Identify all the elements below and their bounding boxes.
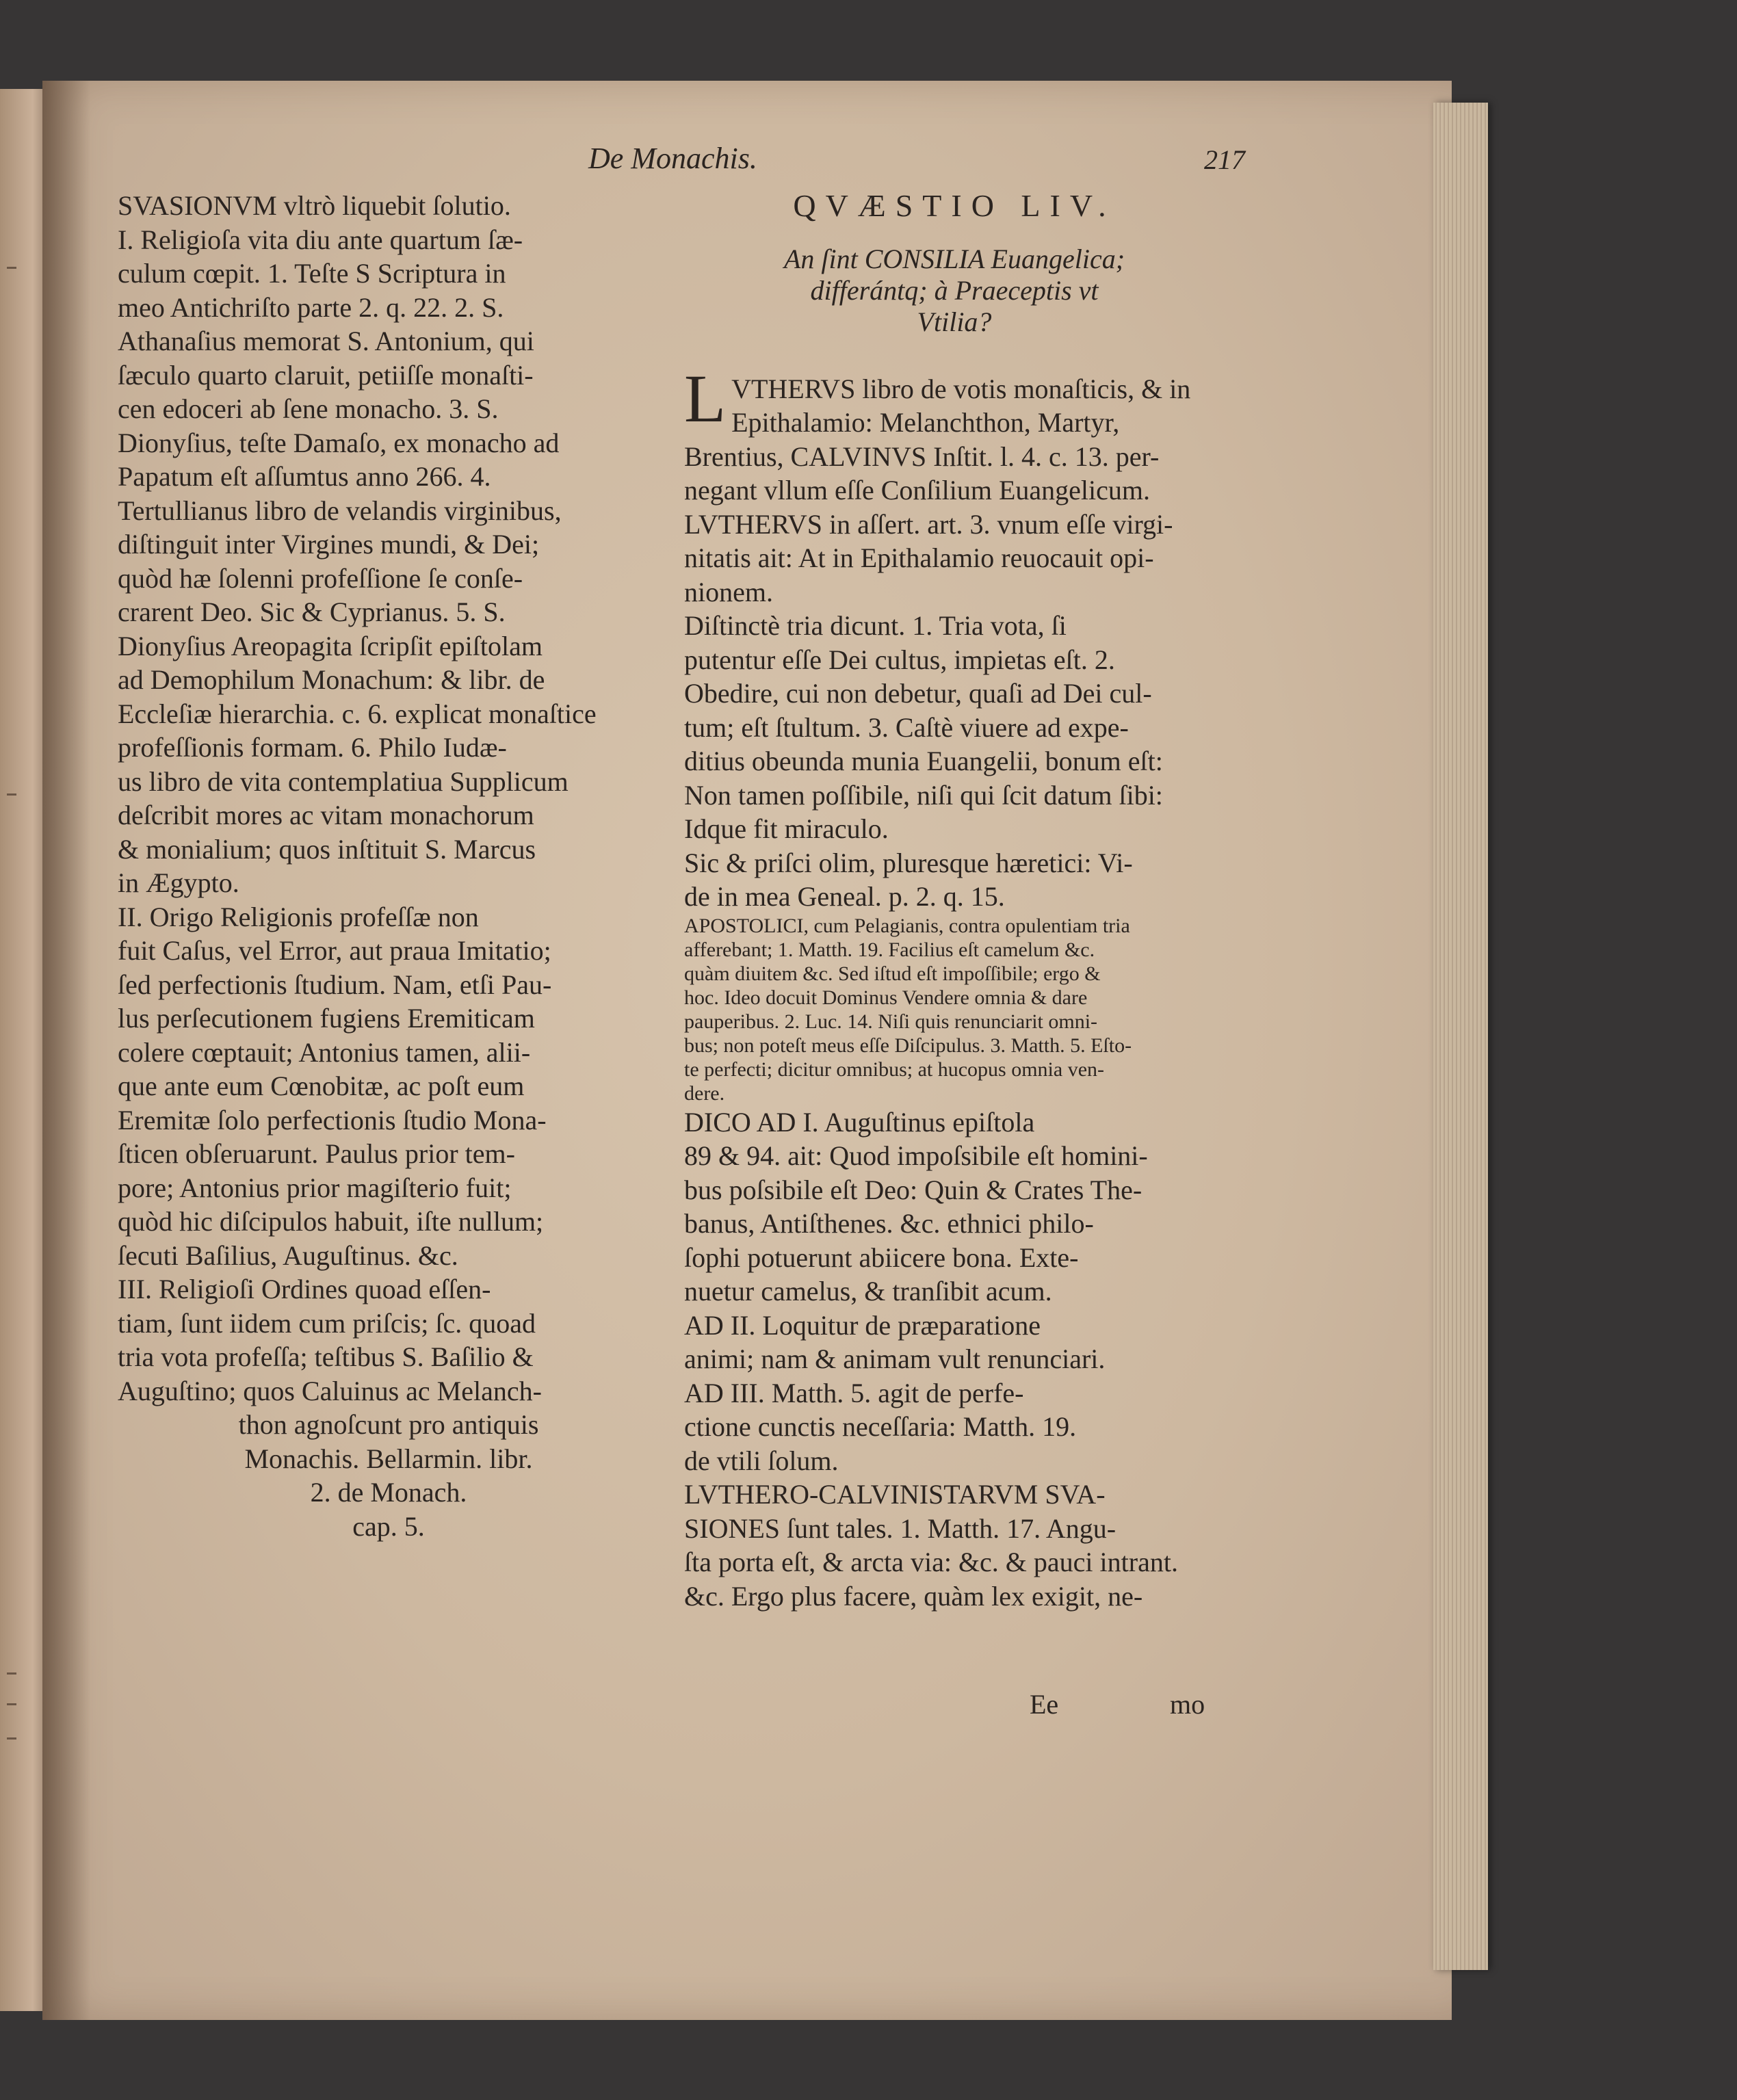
text-line: Brentius, CALVINVS Inſtit. l. 4. c. 13. per-: [684, 441, 1160, 472]
page-fore-edge: [1433, 103, 1488, 1970]
text-line: Papatum eſt aſſumtus anno 266. 4.: [118, 461, 491, 492]
text-line: ctione cunctis neceſſaria: Matth. 19.: [684, 1411, 1077, 1442]
text-line: LVTHERVS in aſſert. art. 3. vnum eſſe virgi-: [684, 508, 1173, 540]
text-line: bus; non poteſt meus eſſe Diſcipulus. 3. Matth. 5. Eſto-: [684, 1034, 1132, 1057]
text-line: pauperibus. 2. Luc. 14. Niſi quis renunciarit omni-: [684, 1010, 1098, 1033]
text-line: 2. de Monach.: [310, 1477, 467, 1508]
text-line: ſed perfectionis ſtudium. Nam, etſi Pau-: [118, 969, 552, 1000]
text-line: differántq; à Praeceptis vt: [810, 274, 1099, 306]
text-line: nionem.: [684, 576, 773, 607]
text-line: de vtili ſolum.: [684, 1445, 839, 1476]
right-column: [684, 189, 1225, 1613]
text-line: bus poſsibile eſt Deo: Quin & Crates The-: [684, 1174, 1142, 1205]
text-line: Eccleſiæ hierarchia. c. 6. explicat monaſtice: [118, 698, 597, 729]
left-column: [118, 189, 659, 1543]
text-line: tria vota profeſſa; teſtibus S. Baſilio &: [118, 1341, 534, 1372]
text-line: ſecuti Baſilius, Auguſtinus. &c.: [118, 1239, 458, 1271]
text-line: ſophi potuerunt abiicere bona. Exte-: [684, 1242, 1079, 1273]
text-line: SVASIONVM vltrò liquebit ſolutio.: [118, 190, 511, 221]
text-line: thon agnoſcunt pro antiquis: [238, 1409, 539, 1440]
text-line: animi; nam & animam vult renunciari.: [684, 1343, 1106, 1374]
text-line: Tertullianus libro de velandis virginibus,: [118, 495, 562, 526]
text-line: II. Origo Religionis profeſſæ non: [118, 901, 479, 932]
text-line: VTHERVS libro de votis monaſticis, & in: [731, 373, 1191, 404]
text-line: te perfecti; dicitur omnibus; at hucopus omnia ven-: [684, 1058, 1105, 1081]
dropcap: L: [684, 360, 727, 436]
text-line: DICO AD I. Auguſtinus epiſtola: [684, 1106, 1035, 1138]
text-line: I. Religioſa vita diu ante quartum ſæ-: [118, 224, 523, 255]
catchword: mo: [1170, 1689, 1205, 1720]
text-line: nitatis ait: At in Epithalamio reuocauit opi-: [684, 542, 1154, 573]
body-paragraph-2: [684, 1105, 1225, 1614]
text-line: diſtinguit inter Virgines mundi, & Dei;: [118, 529, 540, 560]
text-line: Monachis. Bellarmin. libr.: [244, 1443, 533, 1474]
page-gutter: [42, 81, 90, 2020]
text-line: nuetur camelus, & tranſibit acum.: [684, 1276, 1052, 1307]
text-line: meo Antichriſto parte 2. q. 22. 2. S.: [118, 291, 504, 323]
intro-paragraph: [684, 360, 1225, 609]
page-number: 217: [1204, 144, 1245, 175]
text-line: lus perſecutionem fugiens Eremiticam: [118, 1003, 535, 1034]
text-line: AD III. Matth. 5. agit de perfe-: [684, 1377, 1024, 1408]
question-title: QVÆSTIO LIV.: [793, 188, 1116, 223]
text-line: banus, Antiſthenes. &c. ethnici philo-: [684, 1208, 1094, 1239]
text-line: Dionyſius Areopagita ſcripſit epiſtolam: [118, 630, 543, 661]
text-line: Epithalamio: Melanchthon, Martyr,: [731, 407, 1120, 438]
text-line: & monialium; quos inſtituit S. Marcus: [118, 833, 536, 865]
text-line: tum; eſt ſtultum. 3. Caſtè viuere ad expe-: [684, 711, 1129, 743]
text-line: ſticen obſeruarunt. Paulus prior tem-: [118, 1138, 515, 1169]
text-line: in Ægypto.: [118, 867, 239, 898]
text-line: tiam, ſunt iidem cum priſcis; ſc. quoad: [118, 1307, 536, 1339]
text-line: Non tamen poſſibile, niſi qui ſcit datum ſibi:: [684, 779, 1163, 811]
text-line: cen edoceri ab ſene monacho. 3. S.: [118, 393, 499, 424]
text-line: colere cœptauit; Antonius tamen, alii-: [118, 1036, 531, 1068]
text-line: ditius obeunda munia Euangelii, bonum eſt:: [684, 746, 1163, 776]
text-line: deſcribit mores ac vitam monachorum: [118, 800, 534, 830]
text-line: &c. Ergo plus facere, quàm lex exigit, ne-: [684, 1580, 1143, 1612]
text-line: Auguſtino; quos Caluinus ac Melanch-: [118, 1375, 542, 1406]
text-line: ſæculo quarto claruit, petiiſſe monaſti-: [118, 359, 534, 391]
text-line: que ante eum Cœnobitæ, ac poſt eum: [118, 1071, 525, 1101]
text-line: Obedire, cui non debetur, quaſi ad Dei cul-: [684, 678, 1152, 709]
text-line: us libro de vita contemplatiua Supplicum: [118, 765, 569, 797]
text-line: de in mea Geneal. p. 2. q. 15.: [684, 881, 1005, 912]
text-line: pore; Antonius prior magiſterio fuit;: [118, 1172, 512, 1203]
text-line: AD II. Loquitur de præparatione: [684, 1309, 1041, 1341]
question-subtitle: [684, 244, 1225, 338]
text-line: Eremitæ ſolo perfectionis ſtudio Mona-: [118, 1104, 547, 1136]
text-line: SIONES ſunt tales. 1. Matth. 17. Angu-: [684, 1512, 1116, 1544]
text-line: negant vllum eſſe Conſilium Euangelicum.: [684, 475, 1150, 506]
text-line: Dionyſius, teſte Damaſo, ex monacho ad: [118, 427, 560, 458]
text-line: cap. 5.: [352, 1510, 425, 1542]
text-line: Vtilia?: [917, 306, 992, 337]
text-line: III. Religioſi Ordines quoad eſſen-: [118, 1274, 491, 1304]
text-line: An ſint CONSILIA Euangelica;: [783, 243, 1125, 274]
text-line: afferebant; 1. Matth. 19. Facilius eſt camelum &c.: [684, 938, 1095, 961]
running-head: De Monachis.: [588, 142, 757, 175]
text-line: putentur eſſe Dei cultus, impietas eſt. 2.: [684, 644, 1115, 675]
text-line: 89 & 94. ait: Quod impoſsibile eſt homini-: [684, 1140, 1148, 1171]
text-line: LVTHERO-CALVINISTARVM SVA-: [684, 1479, 1106, 1510]
text-line: quàm diuitem &c. Sed iſtud eſt impoſſibile; ergo &: [684, 962, 1101, 985]
text-line: Athanaſius memorat S. Antonium, qui: [118, 326, 534, 356]
text-line: APOSTOLICI, cum Pelagianis, contra opulentiam tria: [684, 914, 1130, 937]
text-line: Sic & priſci olim, pluresque hæretici: Vi-: [684, 847, 1133, 878]
text-line: profeſſionis formam. 6. Philo Iudæ-: [118, 732, 507, 763]
body-paragraph-1: [684, 609, 1225, 914]
text-line: ad Demophilum Monachum: & libr. de: [118, 664, 545, 695]
text-line: Diſtinctè tria dicunt. 1. Tria vota, ſi: [684, 610, 1067, 641]
text-line: dere.: [684, 1081, 725, 1105]
text-line: quòd hic diſcipulos habuit, iſte nullum;: [118, 1206, 544, 1237]
text-line: ſta porta eſt, & arcta via: &c. & pauci intrant.: [684, 1547, 1178, 1577]
text-line: fuit Caſus, vel Error, aut praua Imitatio;: [118, 935, 551, 966]
signature-mark: Ee: [1030, 1689, 1059, 1720]
small-note: [684, 914, 1225, 1105]
text-line: hoc. Ideo docuit Dominus Vendere omnia & dare: [684, 986, 1088, 1009]
text-line: culum cœpit. 1. Teſte S Scriptura in: [118, 258, 506, 289]
text-line: quòd hæ ſolenni profeſſione ſe conſe-: [118, 562, 523, 594]
text-line: Idque fit miraculo.: [684, 813, 889, 844]
text-line: crarent Deo. Sic & Cyprianus. 5. S.: [118, 596, 506, 627]
